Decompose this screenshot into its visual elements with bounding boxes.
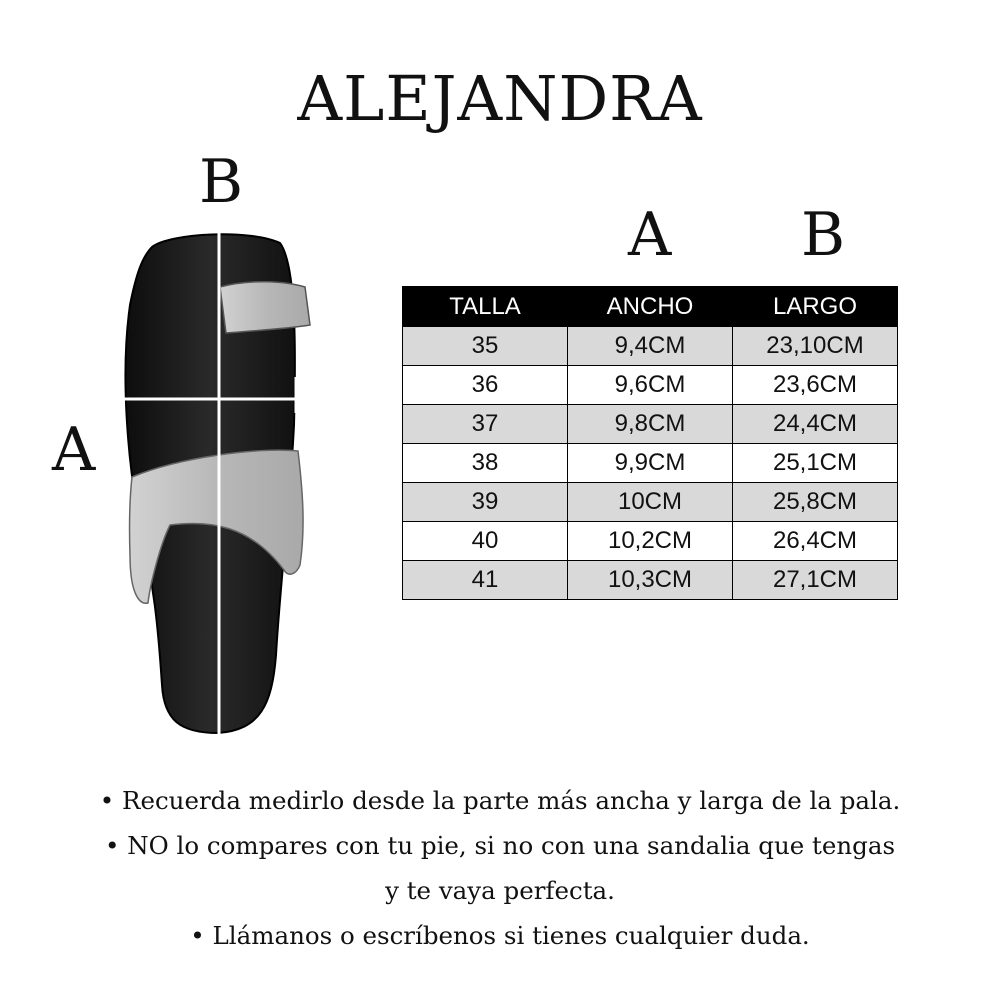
cell-talla: 37 xyxy=(403,405,568,444)
header-largo: LARGO xyxy=(733,287,898,327)
table-header-row xyxy=(403,287,898,327)
cell-largo: 25,1CM xyxy=(733,444,898,483)
sandal-illustration xyxy=(100,225,340,745)
table-row xyxy=(403,327,898,366)
cell-talla: 41 xyxy=(403,561,568,600)
page-title: ALEJANDRA xyxy=(297,62,703,135)
sandal-toe-strap xyxy=(220,282,310,333)
cell-ancho: 10CM xyxy=(568,483,733,522)
table-row xyxy=(403,522,898,561)
note-measure-widest: • Recuerda medirlo desde la parte más ancha y larga de la pala. xyxy=(99,786,901,815)
cell-ancho: 9,9CM xyxy=(568,444,733,483)
note-compare-sandal: • NO lo compares con tu pie, si no con una sandalia que tengas xyxy=(104,831,896,860)
cell-ancho: 9,8CM xyxy=(568,405,733,444)
cell-largo: 26,4CM xyxy=(733,522,898,561)
cell-talla: 38 xyxy=(403,444,568,483)
cell-talla: 39 xyxy=(403,483,568,522)
size-table xyxy=(402,286,898,600)
column-label-ancho: A xyxy=(628,200,672,270)
cell-ancho: 9,6CM xyxy=(568,366,733,405)
cell-ancho: 10,3CM xyxy=(568,561,733,600)
note-compare-sandal-cont: y te vaya perfecta. xyxy=(385,876,615,905)
measurement-notes xyxy=(40,778,960,958)
cell-ancho: 9,4CM xyxy=(568,327,733,366)
header-ancho: ANCHO xyxy=(568,287,733,327)
cell-talla: 36 xyxy=(403,366,568,405)
table-row xyxy=(403,405,898,444)
column-label-largo: B xyxy=(801,200,846,270)
cell-largo: 27,1CM xyxy=(733,561,898,600)
cell-largo: 24,4CM xyxy=(733,405,898,444)
cell-ancho: 10,2CM xyxy=(568,522,733,561)
header-talla: TALLA xyxy=(403,287,568,327)
table-row xyxy=(403,444,898,483)
note-contact: • Llámanos o escríbenos si tienes cualquier duda. xyxy=(190,921,810,950)
cell-largo: 23,6CM xyxy=(733,366,898,405)
table-row xyxy=(403,366,898,405)
cell-talla: 35 xyxy=(403,327,568,366)
cell-talla: 40 xyxy=(403,522,568,561)
table-row xyxy=(403,483,898,522)
sandal-length-label: B xyxy=(199,147,244,217)
table-row xyxy=(403,561,898,600)
cell-largo: 23,10CM xyxy=(733,327,898,366)
cell-largo: 25,8CM xyxy=(733,483,898,522)
sandal-width-label: A xyxy=(52,415,96,485)
